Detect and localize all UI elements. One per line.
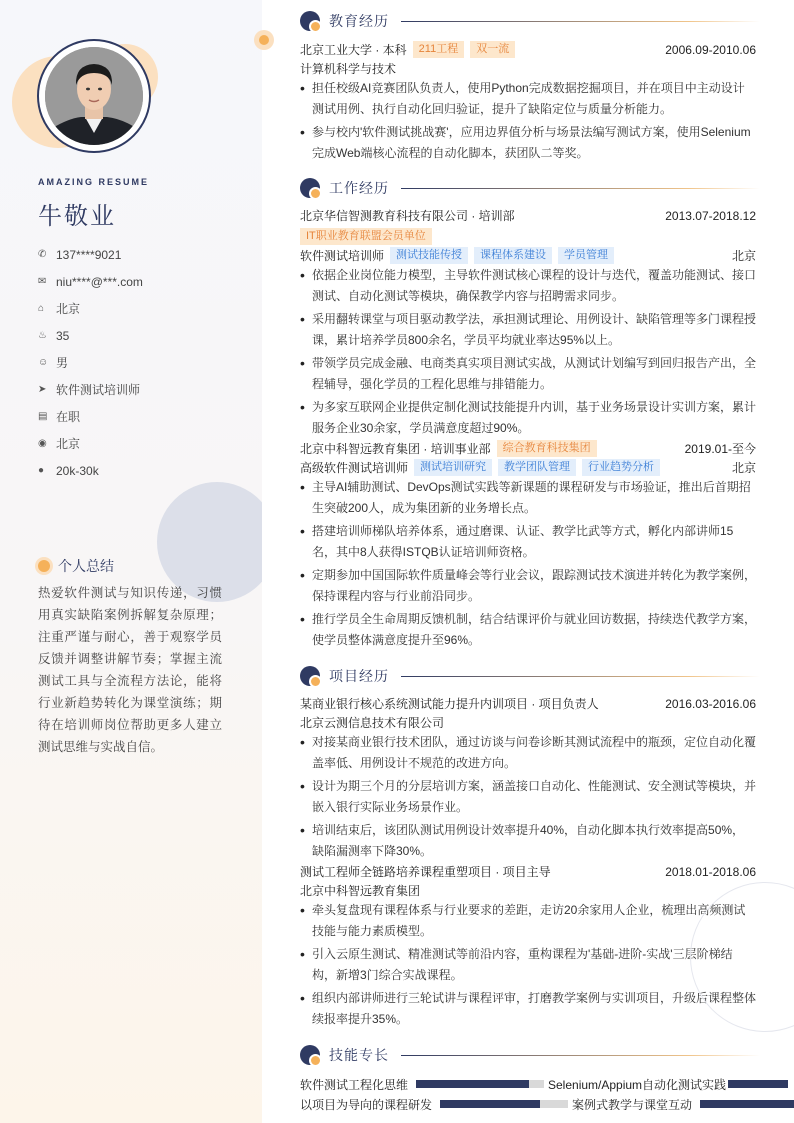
contact-value: 北京 [56,302,81,316]
section-icon [300,1045,320,1065]
contact-home [38,295,248,322]
list-item: • 培训结束后，该团队测试用例设计效率提升40%，自动化脚本执行效率提高50%，缺陷漏测率下降30%。 [300,820,756,862]
city: 北京 [731,461,756,475]
bullet-icon [38,560,50,572]
sidebar [0,0,262,1123]
company-name: 北京中科智远教育集团 · 培训事业部 [300,442,491,456]
candidate-name: 牛敬业 [38,202,116,230]
skill-name: 案例式教学与课堂互动 [572,1097,693,1112]
decor-dot [254,30,274,50]
list-item: • 参与校内'软件测试挑战赛'，应用边界值分析与场景法编写测试方案，使用Selenium完成Web端核心流程的自动化脚本，获团队二等奖。 [300,122,756,164]
gender-icon: ☺ [38,357,49,368]
tag: 课程体系建设 [474,247,552,264]
contact-salary [38,457,248,484]
section-icon [300,11,320,31]
skill-row [300,1074,794,1094]
major [300,59,756,78]
contact-value: niu****@***.com [56,274,143,289]
org-name: 北京云测信息技术有限公司 [300,716,445,730]
tag: 学员管理 [558,247,614,264]
skill-row [300,1094,794,1114]
skills-list [300,1074,794,1114]
tag: 行业趋势分析 [582,459,660,476]
divider [401,21,760,22]
contact-list [38,241,248,484]
project-name: 某商业银行核心系统测试能力提升内训项目 · 项目负责人 [300,697,599,711]
contact-status [38,403,248,430]
divider [401,188,760,189]
list-item: • 对接某商业银行技术团队，通过访谈与问卷诊断其测试流程中的瓶颈，定位自动化覆盖率低、用例设计不规范的改进方向。 [300,732,756,774]
skill-bar [728,1080,788,1088]
skill-bar [440,1100,568,1108]
tag: 教学团队管理 [498,459,576,476]
contact-location [38,430,248,457]
education-block [300,40,756,166]
list-item: • 组织内部讲师进行三轮试讲与课程评审，打磨教学案例与实训项目，升级后课程整体续报率提升35%。 [300,988,756,1030]
section-icon [300,178,320,198]
list-item: • 担任校级AI竞赛团队负责人，使用Python完成数据挖掘项目，并在项目中主动设计测试用例、执行自动化回归验证，提升了缺陷定位与质量分析能力。 [300,78,756,120]
role-title: 高级软件测试培训师 [300,461,409,475]
skill-name: Selenium/Appium自动化测试实践 [548,1077,727,1092]
date-range: 2006.09-2010.06 [665,42,756,57]
avatar [45,47,143,145]
home-icon: ⌂ [38,303,45,314]
bullet-list [300,732,756,862]
bullet-list [300,78,756,164]
list-item: • 推行学员全生命周期反馈机制，结合结课评价与就业回访数据，持续迭代教学方案，使学员整体满意度提升至96%。 [300,609,756,651]
project-org [300,713,756,732]
section-icon [300,666,320,686]
cake-icon: ♨ [38,330,47,341]
bullet-list [300,477,756,651]
salary-icon: ● [38,465,45,476]
tag: IT职业教育联盟会员单位 [300,228,432,245]
send-icon: ➤ [38,384,47,395]
list-item: • 牵头复盘现有课程体系与行业要求的差距，走访20余家用人企业，梳理出高频测试技能与能力素质模型。 [300,900,756,942]
education-header [300,40,756,59]
contact-value: 137****9021 [56,247,122,262]
org-name: 北京中科智远教育集团 [300,884,421,898]
skill-bar-fill [700,1100,794,1108]
role-row [300,246,756,265]
list-item: • 搭建培训师梯队培养体系，通过磨课、认证、教学比武等方式，孵化内部讲师15名，其中8人获得ISTQB认证培训师资格。 [300,521,756,563]
skill-bar [416,1080,544,1088]
project-header [300,862,756,881]
list-item: • 采用翻转课堂与项目驱动教学法，承担测试理论、用例设计、缺陷管理等多门课程授课，累计培养学员800余名，学员平均就业率达95%以上。 [300,309,756,351]
project-header [300,694,756,713]
section-title: 教育经历 [329,13,389,29]
company-name: 北京华信智测教育科技有限公司 · 培训部 [300,209,515,223]
list-item: • 引入云原生测试、精准测试等前沿内容，重构课程为'基础-进阶-实战'三层阶梯结构，新增3门综合实战课程。 [300,944,756,986]
school-name: 北京工业大学 · 本科 [300,43,407,57]
tag: 综合教育科技集团 [497,440,597,457]
project-org [300,881,756,900]
list-item: • 定期参加中国国际软件质量峰会等行业会议，跟踪测试技术演进并转化为教学案例，保持课程内容与行业前沿同步。 [300,565,756,607]
list-item: • 主导AI辅助测试、DevOps测试实践等新课题的课程研发与市场验证，推出后首期招生突破200人，成为集团新的业务增长点。 [300,477,756,519]
skill-bar-fill [416,1080,529,1088]
summary-text: 热爱软件测试与知识传递，习惯用真实缺陷案例拆解复杂原理；注重严谨与耐心，善于观察学员反馈并调整讲解节奏；掌握主流测试工具与全流程方法论，能将行业新趋势转化为课堂演练；期待在培训师岗位帮助更多人建立测试思维与实战自信。 [38,586,222,754]
skill-name: 以项目为导向的课程研发 [300,1097,433,1112]
section-projects-heading [300,666,760,686]
project-name: 测试工程师全链路培养课程重塑项目 · 项目主导 [300,865,551,879]
briefcase-icon: ▤ [38,411,48,422]
city: 北京 [731,249,756,263]
phone-icon: ✆ [38,249,47,260]
company-tag-row [300,227,756,246]
tagline: AMAZING RESUME [38,177,149,187]
portrait-photo [45,47,143,145]
list-item: • 带领学员完成金融、电商类真实项目测试实战，从测试计划编写到回归报告产出，全程辅导，强化学员的工程化思维与排错能力。 [300,353,756,395]
date-range: 2018.01-2018.06 [665,864,756,879]
contact-phone [38,241,248,268]
project-1 [300,694,756,864]
skill-bar [700,1100,794,1108]
section-title: 工作经历 [329,180,389,196]
tag: 测试培训研究 [414,459,492,476]
job-2 [300,439,756,653]
list-item: • 设计为期三个月的分层培训方案，涵盖接口自动化、性能测试、安全测试等模块，并嵌入银行实际业务场景作业。 [300,776,756,818]
skill-bar-fill [728,1080,788,1088]
date-range: 2013.07-2018.12 [665,208,756,223]
section-skills-heading [300,1045,760,1065]
job-1 [300,206,756,441]
date-range: 2019.01-至今 [684,442,756,456]
tag: 双一流 [470,41,515,58]
contact-position [38,376,248,403]
job-header [300,206,756,225]
divider [401,676,760,677]
role-title: 软件测试培训师 [300,249,385,263]
tag: 211工程 [413,41,465,58]
contact-value: 20k-30k [56,463,99,478]
section-work-heading [300,178,760,198]
section-education-heading [300,11,760,31]
job-header [300,439,756,458]
bullet-list [300,265,756,439]
tag: 测试技能传授 [390,247,468,264]
contact-email [38,268,248,295]
list-item: • 为多家互联网企业提供定制化测试技能提升内训，基于业务场景设计实训方案，累计服务企业30余家，学员满意度超过90%。 [300,397,756,439]
contact-value: 在职 [56,410,81,424]
contact-age [38,322,248,349]
mail-icon: ✉ [38,276,47,287]
contact-value: 男 [56,356,69,370]
divider [401,1055,760,1056]
date-range: 2016.03-2016.06 [665,696,756,711]
summary-heading [38,556,114,576]
section-title: 技能专长 [329,1047,389,1063]
skill-bar-fill [440,1100,540,1108]
avatar-frame [37,39,151,153]
major-text: 计算机科学与技术 [300,62,397,76]
contact-value: 35 [56,328,70,343]
location-icon: ◉ [38,438,47,449]
contact-value: 软件测试培训师 [56,383,141,397]
role-row [300,458,756,477]
list-item: • 依据企业岗位能力模型，主导软件测试核心课程的设计与迭代，覆盖功能测试、接口测试、自动化测试等模块，确保教学内容与招聘需求同步。 [300,265,756,307]
contact-gender [38,349,248,376]
summary-title: 个人总结 [58,558,114,574]
contact-value: 北京 [56,437,81,451]
skill-name: 软件测试工程化思维 [300,1077,409,1092]
project-2 [300,862,756,1032]
bullet-list [300,900,756,1030]
section-title: 项目经历 [329,668,389,684]
